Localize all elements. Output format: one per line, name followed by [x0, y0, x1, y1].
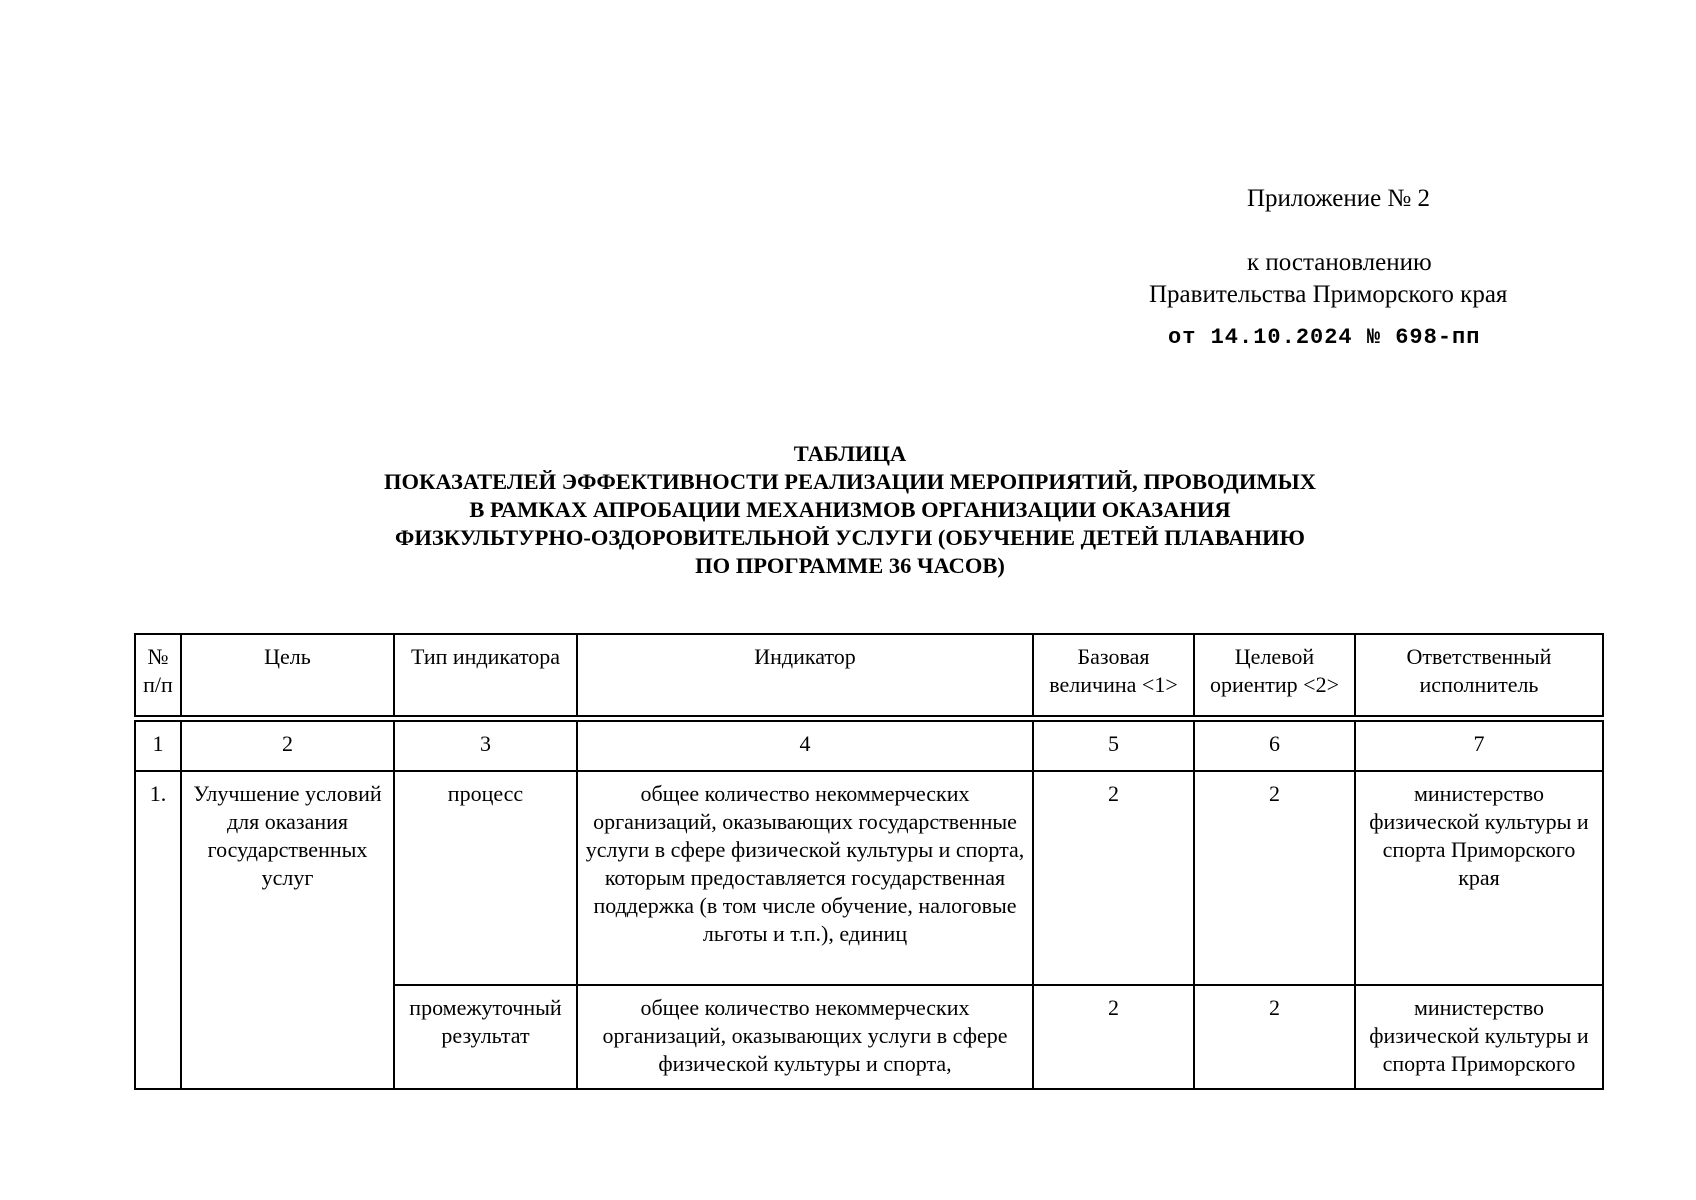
annex-to-resolution: к постановлению: [1247, 249, 1432, 276]
title-line: ТАБЛИЦА: [793, 441, 907, 466]
row-indicator-type: процесс: [394, 771, 577, 985]
row-target-value: 2: [1194, 985, 1355, 1089]
title-line: ФИЗКУЛЬТУРНО-ОЗДОРОВИТЕЛЬНОЙ УСЛУГИ (ОБУЧЕНИЕ ДЕТЕЙ ПЛАВАНИЮ: [395, 525, 1305, 550]
column-number: 7: [1355, 721, 1603, 771]
column-number: 2: [181, 721, 394, 771]
row-indicator: общее количество некоммерческих организаций, оказывающих услуги в сфере физической культуры и спорта,: [577, 985, 1033, 1089]
header-cell-goal: Цель: [181, 634, 394, 716]
row-number: 1.: [135, 771, 181, 1089]
title-line: ПОКАЗАТЕЛЕЙ ЭФФЕКТИВНОСТИ РЕАЛИЗАЦИИ МЕРОПРИЯТИЙ, ПРОВОДИМЫХ: [384, 469, 1316, 494]
column-number: 6: [1194, 721, 1355, 771]
row-base-value: 2: [1033, 985, 1194, 1089]
row-executor: министерство физической культуры и спорта Приморского края: [1355, 771, 1603, 985]
document-title: [300, 440, 1400, 580]
row-indicator-type: промежуточный результат: [394, 985, 577, 1089]
header-cell-type: Тип индикатора: [394, 634, 577, 716]
table-row: [135, 771, 1603, 985]
header-cell-indicator: Индикатор: [577, 634, 1033, 716]
annex-number: Приложение № 2: [1247, 185, 1431, 212]
title-line: ПО ПРОГРАММЕ 36 ЧАСОВ): [695, 553, 1005, 578]
annex-government: Правительства Приморского края: [1149, 281, 1508, 308]
header-cell-target: Целевой ориентир <2>: [1194, 634, 1355, 716]
column-number: 3: [394, 721, 577, 771]
column-number: 1: [135, 721, 181, 771]
title-line: В РАМКАХ АПРОБАЦИИ МЕХАНИЗМОВ ОРГАНИЗАЦИИ ОКАЗАНИЯ: [469, 497, 1231, 522]
row-indicator: общее количество некоммерческих организаций, оказывающих государственные услуги в сфере физической культуры и спорта, которым предоставляется государственная поддержка (в том числе обучение, налоговые льготы и т.п.), единиц: [577, 771, 1033, 985]
header-cell-number: № п/п: [135, 634, 181, 716]
row-target-value: 2: [1194, 771, 1355, 985]
indicators-table: [134, 720, 1604, 1090]
header-cell-executor: Ответственный исполнитель: [1355, 634, 1603, 716]
row-executor: министерство физической культуры и спорта Приморского: [1355, 985, 1603, 1089]
column-number: 4: [577, 721, 1033, 771]
row-base-value: 2: [1033, 771, 1194, 985]
header-cell-base: Базовая величина <1>: [1033, 634, 1194, 716]
column-number: 5: [1033, 721, 1194, 771]
annex-date-stamp: от 14.10.2024 № 698-пп: [1168, 325, 1481, 350]
table-header: [134, 633, 1604, 717]
column-numbers-row: [135, 721, 1603, 771]
row-goal: Улучшение условий для оказания государственных услуг: [181, 771, 394, 1089]
